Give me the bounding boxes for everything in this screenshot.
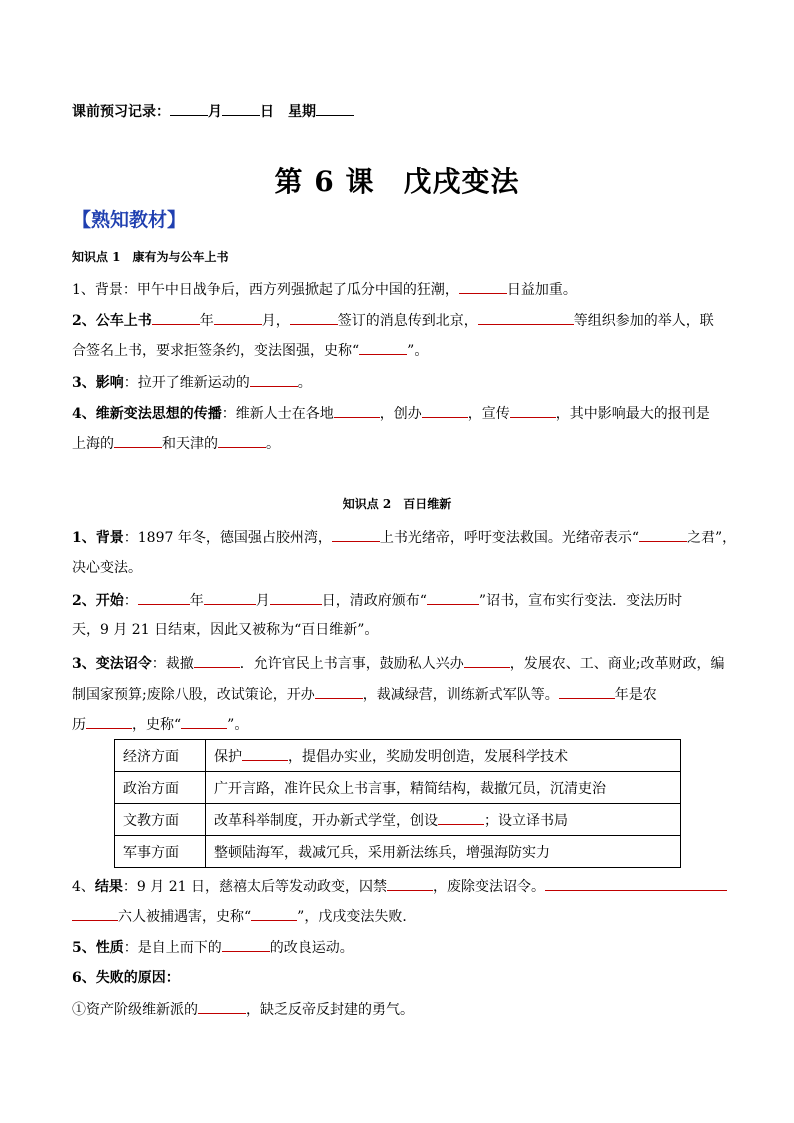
blank-month[interactable] (170, 101, 208, 116)
kp1-item1: 1、背景：甲午中日战争后，西方列强掀起了瓜分中国的狂潮， 日益加重。 (72, 279, 577, 300)
kp2-item1: 1、背景：1897 年冬，德国强占胶州湾， 上书光绪帝，呼吁变法救国。光绪帝表示“ 之君”， (72, 527, 736, 548)
blank[interactable] (222, 937, 270, 952)
table-cell-content: 广开言路，准许民众上书言事，精简结构，裁撤冗员，沉清吏治 (206, 772, 681, 804)
table-cell-category: 政治方面 (115, 772, 206, 804)
table-row (115, 804, 681, 836)
blank[interactable] (152, 310, 200, 325)
kp2-item7: ①资产阶级维新派的 ，缺乏反帝反封建的勇气。 (72, 999, 414, 1020)
blank[interactable] (250, 372, 298, 387)
blank[interactable] (181, 714, 227, 729)
blank[interactable] (459, 279, 507, 294)
reform-measures-table (114, 739, 681, 868)
table-cell-category: 文教方面 (115, 804, 206, 836)
blank[interactable] (422, 403, 468, 418)
blank[interactable] (639, 527, 687, 542)
kp1-item2-cont: 合签名上书，要求拒签条约，变法图强，史称“ ”。 (72, 340, 428, 361)
kp2-item5: 5、性质：是自上而下的 的改良运动。 (72, 937, 354, 958)
kp1-heading: 知识点 1 康有为与公车上书 (72, 250, 229, 264)
table-row (115, 836, 681, 868)
preview-record-line: 课前预习记录： 月 日 星期 (72, 101, 354, 122)
blank[interactable] (214, 310, 262, 325)
table-cell-category: 经济方面 (115, 740, 206, 772)
blank[interactable] (270, 590, 322, 605)
blank-day[interactable] (222, 101, 260, 116)
kp2-item1-cont: 决心变法。 (72, 560, 142, 576)
table-cell-content: 整顿陆海军，裁减冗兵，采用新法练兵，增强海防实力 (206, 836, 681, 868)
section-heading: 【熟知教材】 (72, 209, 187, 231)
blank[interactable] (545, 876, 727, 891)
kp2-item4: 4、结果：9 月 21 日，慈禧太后等发动政变，囚禁 ，废除变法诏令。 (72, 876, 727, 897)
table-cell-category: 军事方面 (115, 836, 206, 868)
kp2-item3: 3、变法诏令：裁撤 ．允许官民上书言事，鼓励私人兴办 ，发展农、工、商业;改革财政，编 (72, 653, 724, 674)
blank[interactable] (359, 340, 407, 355)
blank[interactable] (72, 906, 118, 921)
blank[interactable] (290, 310, 338, 325)
kp2-item6: 6、失败的原因： (72, 970, 180, 986)
blank[interactable] (334, 403, 380, 418)
blank-weekday[interactable] (316, 101, 354, 116)
kp1-item4-cont: 上海的 和天津的 。 (72, 433, 280, 454)
kp2-item3-cont: 制国家预算;废除八股，改试策论，开办 ，裁减绿营，训练新式军队等。 年是农 (72, 684, 657, 705)
kp2-item2: 2、开始： 年 月 日，清政府颁布“ ”诏书，宣布实行变法．变法历时 (72, 590, 682, 611)
kp1-item2: 2、公车上书 年 月， 签订的消息传到北京， 等组织参加的举人，联 (72, 310, 714, 331)
blank[interactable] (194, 653, 240, 668)
page-title: 第 6 课 戊戌变法 (274, 165, 520, 198)
blank[interactable] (332, 527, 380, 542)
blank[interactable] (315, 684, 363, 699)
blank[interactable] (251, 906, 297, 921)
table-cell-content: 改革科举制度，开办新式学堂，创设 ；设立译书局 (206, 804, 681, 836)
blank[interactable] (86, 714, 132, 729)
kp1-item3: 3、影响：拉开了维新运动的 。 (72, 372, 312, 393)
kp1-item4: 4、维新变法思想的传播：维新人士在各地 ，创办 ，宣传 ，其中影响最大的报刊是 (72, 403, 710, 424)
blank[interactable] (427, 590, 479, 605)
blank[interactable] (204, 590, 256, 605)
kp2-item2-cont: 天，9 月 21 日结束，因此又被称为“百日维新”。 (72, 622, 379, 638)
blank[interactable] (438, 810, 484, 825)
blank[interactable] (510, 403, 556, 418)
blank[interactable] (478, 310, 574, 325)
blank[interactable] (114, 433, 162, 448)
blank[interactable] (464, 653, 510, 668)
table-row (115, 740, 681, 772)
blank[interactable] (198, 999, 246, 1014)
blank[interactable] (138, 590, 190, 605)
kp2-item4-cont: 六人被捕遇害，史称“ ”，戊戌变法失败． (72, 906, 416, 927)
blank[interactable] (387, 876, 433, 891)
blank[interactable] (218, 433, 266, 448)
table-cell-content: 保护 ，提倡办实业，奖励发明创造，发展科学技术 (206, 740, 681, 772)
kp2-item3-cont2: 历 ，史称“ ”。 (72, 714, 248, 735)
blank[interactable] (559, 684, 615, 699)
kp2-heading: 知识点 2 百日维新 (342, 497, 452, 511)
table-row (115, 772, 681, 804)
blank[interactable] (242, 746, 288, 761)
